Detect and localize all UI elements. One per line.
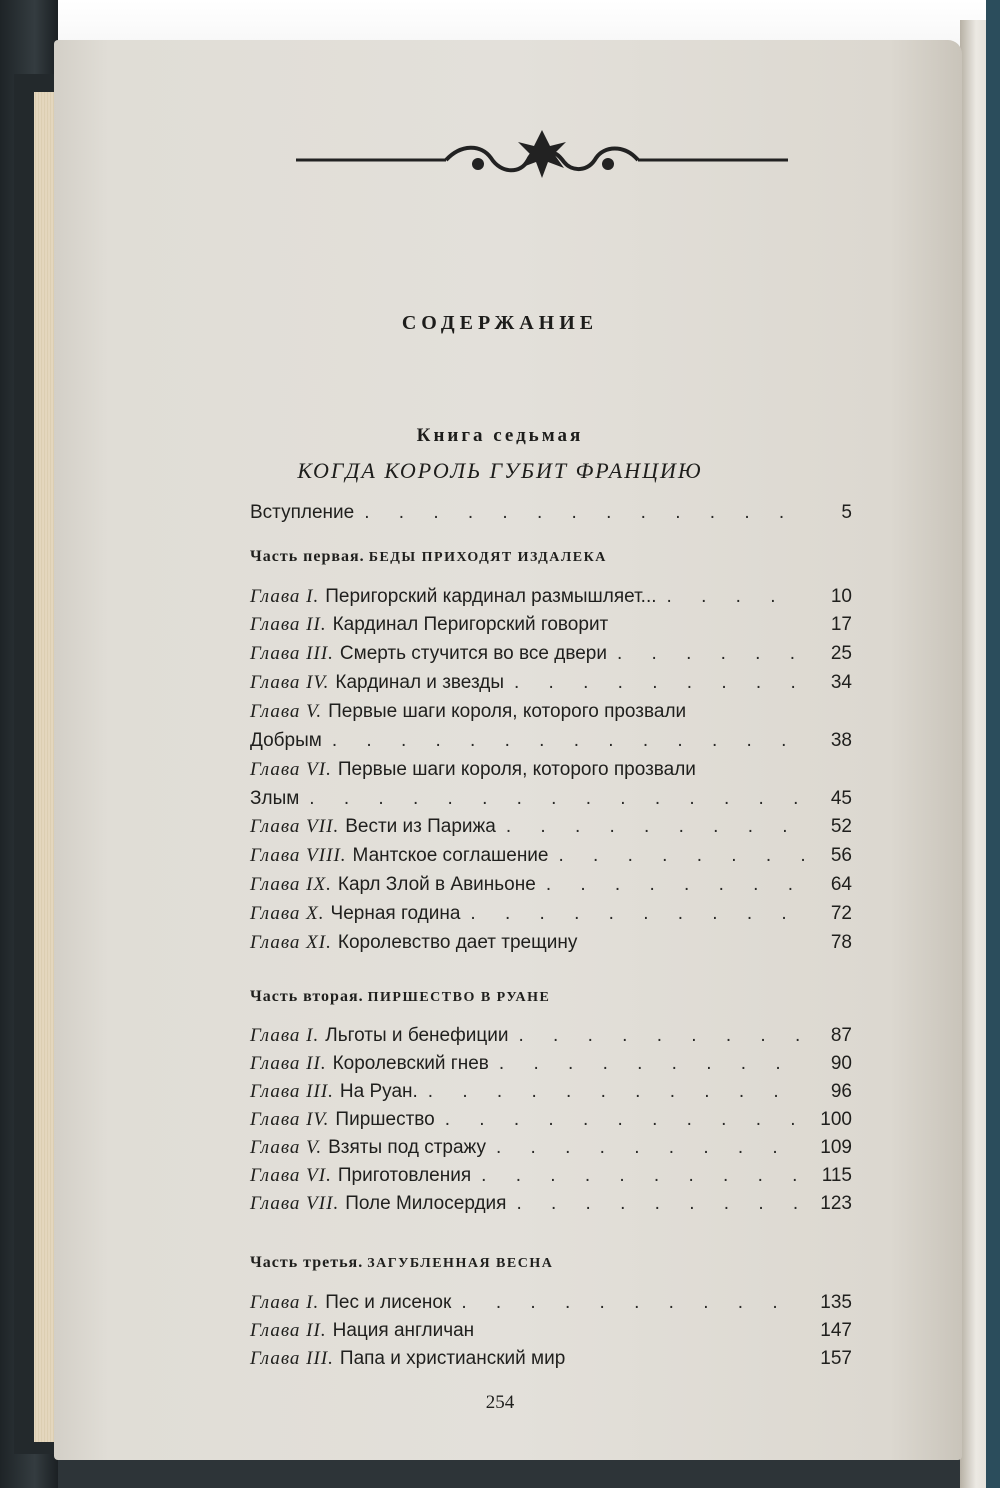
page-number: 254 [485,1392,515,1413]
book-cover-right [986,0,1000,1488]
chapter-label: Глава V. [250,701,323,722]
leader-dots [506,816,804,838]
chapter-label: Глава IV. [250,1109,330,1130]
leader-dots [667,586,804,608]
chapter-title: Первые шаги короля, которого прозвали [328,701,687,722]
book-label: Книга седьмая [416,425,584,446]
page-edge [34,92,54,1442]
chapter-title: Смерть стучится во все двери [339,643,607,664]
leader-dots [332,730,804,752]
toc-page-number: 17 [830,614,852,635]
toc-page-number: 109 [820,1137,852,1158]
chapter-label: Глава IV. [250,672,330,693]
book-title: КОГДА КОРОЛЬ ГУБИТ ФРАНЦИЮ [297,458,703,483]
chapter-title: Черная година [330,903,461,924]
chapter-label: Глава X. [250,903,325,924]
toc-entry [250,1320,852,1348]
toc-entry [250,672,852,700]
toc-entry [250,1109,852,1137]
chapter-label: Глава III. [250,643,334,664]
toc-entry [250,1053,852,1081]
toc-page-number: 56 [830,845,852,866]
chapter-title-continuation: Добрым [250,730,322,751]
leader-dots [461,1292,804,1314]
leader-dots [546,874,804,896]
part-title: ЗАГУБЛЕННАЯ ВЕСНА [367,1256,554,1271]
toc-page-number: 64 [830,874,852,895]
toc-page-number: 157 [820,1348,852,1369]
chapter-label: Глава III. [250,1348,334,1369]
leader-dots [516,1193,804,1215]
contents-heading: СОДЕРЖАНИЕ [401,312,599,334]
leader-dots [364,502,804,524]
toc-entry [250,845,852,873]
chapter-label: Глава VIII. [250,845,347,866]
chapter-title: Поле Милосердия [345,1193,507,1214]
chapter-title: Вести из Парижа [345,816,496,837]
toc-page-number: 90 [830,1053,852,1074]
toc-page-number: 123 [820,1193,852,1214]
toc-entry-continuation [250,730,852,758]
chapter-title: Кардинал Перигорский говорит [332,614,609,635]
leader-dots [514,672,804,694]
toc-entry-intro [250,502,852,530]
chapter-title: Карл Злой в Авиньоне [337,874,536,895]
toc-entry [250,1292,852,1320]
toc-entry [250,586,852,614]
leader-dots [470,903,804,925]
chapter-title: Королевский гнев [332,1053,489,1074]
chapter-label: Глава V. [250,1137,323,1158]
part-name: Часть первая. [250,548,365,565]
toc-page-number: 78 [830,932,852,953]
leader-dots [617,643,804,665]
part-title: БЕДЫ ПРИХОДЯТ ИЗДАЛЕКА [368,550,607,565]
chapter-title: Папа и христианский мир [339,1348,566,1369]
chapter-title: Приготовления [337,1165,472,1186]
chapter-title: Перигорский кардинал размышляет... [325,586,657,607]
toc-entry [250,759,852,787]
part-heading-2 [250,988,870,1012]
chapter-title: Пиршество [335,1109,435,1130]
chapter-title: Королевство дает трещину [337,932,578,953]
chapter-title: На Руан. [339,1081,418,1102]
chapter-label: Глава II. [250,614,327,635]
toc-entry [250,816,852,844]
toc-page-number: 72 [830,903,852,924]
chapter-title: Кардинал и звезды [335,672,504,693]
toc-entry-continuation [250,788,852,816]
leader-dots [428,1081,804,1103]
toc-entry [250,643,852,671]
chapter-title: Льготы и бенефиции [325,1025,509,1046]
chapter-label: Глава VI. [250,1165,332,1186]
chapter-label: Глава XI. [250,932,332,953]
toc-entry [250,1193,852,1221]
toc-page-number: 38 [830,730,852,751]
part-heading-1 [250,548,870,572]
toc-page-number: 96 [830,1081,852,1102]
leader-dots [518,1025,804,1047]
part-name: Часть вторая. [250,988,364,1005]
part-title: ПИРШЕСТВО В РУАНЕ [367,990,551,1005]
toc-page-number: 52 [830,816,852,837]
chapter-title: Мантское соглашение [352,845,549,866]
leader-dots [559,845,805,867]
chapter-title: Первые шаги короля, которого прозвали [337,759,696,780]
chapter-title: Пес и лисенок [325,1292,452,1313]
toc-entry [250,874,852,902]
toc-page-number: 25 [830,643,852,664]
toc-entry [250,614,852,642]
toc-page-number: 10 [830,586,852,607]
chapter-label: Глава II. [250,1053,327,1074]
chapter-label: Глава III. [250,1081,334,1102]
toc-entry [250,1081,852,1109]
chapter-title: Нация англичан [332,1320,475,1341]
chapter-title: Взяты под стражу [328,1137,486,1158]
chapter-title-continuation: Злым [250,788,300,809]
chapter-label: Глава VI. [250,759,332,780]
ornament-divider-icon [296,124,788,188]
part-heading-3 [250,1254,870,1278]
chapter-label: Глава I. [250,1292,320,1313]
chapter-label: Глава I. [250,586,320,607]
toc-page-number: 45 [830,788,852,809]
toc-page-number: 115 [821,1165,852,1186]
chapter-label: Глава II. [250,1320,327,1341]
toc-entry [250,1137,852,1165]
toc-page-number: 100 [820,1109,852,1130]
toc-page-number: 135 [820,1292,852,1313]
leader-dots [481,1165,804,1187]
toc-entry [250,1348,852,1376]
chapter-label: Глава VII. [250,1193,340,1214]
chapter-label: Глава IX. [250,874,332,895]
toc-entry [250,932,852,960]
toc-entry [250,701,852,729]
toc-entry [250,1025,852,1053]
toc-page-number: 34 [830,672,852,693]
leader-dots [496,1137,804,1159]
leader-dots [445,1109,804,1131]
toc-page-number: 147 [820,1320,852,1341]
toc-entry-text: Вступление [250,502,355,523]
toc-entry [250,903,852,931]
chapter-label: Глава VII. [250,816,340,837]
toc-entry [250,1165,852,1193]
toc-page-number: 5 [841,502,852,523]
leader-dots [499,1053,804,1075]
leader-dots [309,788,804,810]
part-name: Часть третья. [250,1254,364,1271]
toc-page-number: 87 [830,1025,852,1046]
chapter-label: Глава I. [250,1025,320,1046]
